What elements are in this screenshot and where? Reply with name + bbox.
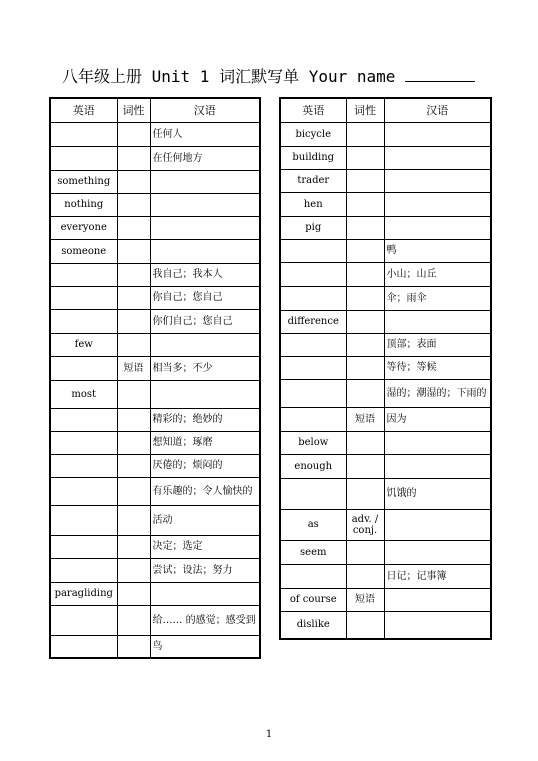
title-text: 八年级上册 Unit 1 词汇默写单 Your name <box>62 67 406 86</box>
pos-cell[interactable]: 短语 <box>346 588 384 611</box>
pos-cell[interactable] <box>346 239 384 262</box>
chinese-cell[interactable]: 决定；选定 <box>150 535 260 558</box>
left-table-row <box>50 505 260 535</box>
right-table-row <box>280 169 491 192</box>
chinese-cell[interactable]: 你们自己；您自己 <box>150 309 260 333</box>
pos-cell[interactable] <box>346 333 384 356</box>
right-table-row <box>280 333 491 356</box>
left-table-row <box>50 431 260 454</box>
pos-cell[interactable] <box>346 192 384 216</box>
english-cell[interactable] <box>280 478 346 509</box>
english-cell[interactable]: below <box>280 431 346 454</box>
left-table-row <box>50 582 260 605</box>
left-table-row <box>50 216 260 239</box>
pos-cell[interactable] <box>346 611 384 639</box>
english-cell[interactable]: something <box>50 170 117 193</box>
right-table-row <box>280 356 491 379</box>
left-table-body <box>50 122 260 658</box>
left-table-row <box>50 170 260 193</box>
english-cell[interactable] <box>50 505 117 535</box>
page-number: 1 <box>265 729 273 740</box>
chinese-cell[interactable] <box>384 310 491 333</box>
pos-cell[interactable] <box>117 454 150 477</box>
english-cell[interactable] <box>50 146 117 170</box>
right-table-body <box>280 122 491 639</box>
pos-cell[interactable] <box>117 122 150 146</box>
chinese-cell[interactable] <box>384 192 491 216</box>
english-cell[interactable] <box>50 356 117 380</box>
english-cell[interactable]: pig <box>280 216 346 239</box>
pos-cell[interactable]: 短语 <box>346 407 384 431</box>
english-cell[interactable] <box>50 605 117 635</box>
english-cell[interactable]: dislike <box>280 611 346 639</box>
pos-cell[interactable] <box>117 558 150 582</box>
english-cell[interactable]: paragliding <box>50 582 117 605</box>
english-cell[interactable] <box>280 262 346 286</box>
header-chinese: 汉语 <box>150 98 260 122</box>
english-cell[interactable] <box>50 454 117 477</box>
chinese-cell[interactable]: 鸭 <box>384 239 491 262</box>
english-cell[interactable] <box>50 477 117 505</box>
header-pos: 词性 <box>117 98 150 122</box>
chinese-cell[interactable]: 厌倦的；烦闷的 <box>150 454 260 477</box>
english-cell[interactable] <box>280 407 346 431</box>
english-cell[interactable] <box>280 564 346 588</box>
chinese-cell[interactable]: 顶部；表面 <box>384 333 491 356</box>
chinese-cell[interactable]: 尝试；设法；努力 <box>150 558 260 582</box>
pos-cell[interactable] <box>117 170 150 193</box>
left-table-row <box>50 558 260 582</box>
chinese-cell[interactable] <box>384 454 491 478</box>
left-table-row <box>50 286 260 309</box>
english-cell[interactable] <box>50 263 117 286</box>
pos-cell[interactable] <box>346 431 384 454</box>
right-table-row <box>280 454 491 478</box>
english-cell[interactable] <box>280 286 346 310</box>
english-cell[interactable]: everyone <box>50 216 117 239</box>
left-table-row <box>50 193 260 216</box>
english-cell[interactable] <box>280 239 346 262</box>
right-header-row <box>280 98 491 122</box>
chinese-cell[interactable] <box>150 333 260 356</box>
english-cell[interactable] <box>50 635 117 658</box>
left-table-row <box>50 535 260 558</box>
pos-cell[interactable] <box>117 309 150 333</box>
right-table-row <box>280 239 491 262</box>
chinese-cell[interactable] <box>384 540 491 564</box>
chinese-cell[interactable]: 伞；雨伞 <box>384 286 491 310</box>
left-vocab-table <box>49 97 261 659</box>
pos-cell[interactable] <box>117 635 150 658</box>
pos-cell[interactable] <box>117 505 150 535</box>
english-cell[interactable]: as <box>280 509 346 540</box>
right-table-row <box>280 431 491 454</box>
pos-cell[interactable] <box>117 535 150 558</box>
chinese-cell[interactable]: 饥饿的 <box>384 478 491 509</box>
pos-cell[interactable] <box>117 605 150 635</box>
pos-cell[interactable] <box>346 356 384 379</box>
pos-cell[interactable] <box>346 169 384 192</box>
pos-cell[interactable] <box>117 333 150 356</box>
header-chinese: 汉语 <box>384 98 491 122</box>
chinese-cell[interactable]: 等待；等候 <box>384 356 491 379</box>
chinese-cell[interactable]: 相当多；不少 <box>150 356 260 380</box>
chinese-cell[interactable]: 活动 <box>150 505 260 535</box>
right-vocab-table <box>279 97 492 640</box>
chinese-cell[interactable]: 任何人 <box>150 122 260 146</box>
chinese-cell[interactable] <box>150 380 260 408</box>
pos-cell[interactable] <box>346 286 384 310</box>
english-cell[interactable]: difference <box>280 310 346 333</box>
chinese-cell[interactable]: 日记；记事簿 <box>384 564 491 588</box>
english-cell[interactable]: of course <box>280 588 346 611</box>
right-table-row <box>280 122 491 146</box>
chinese-cell[interactable]: 有乐趣的；令人愉快的 <box>150 477 260 505</box>
pos-cell[interactable] <box>117 582 150 605</box>
header-english: 英语 <box>50 98 117 122</box>
english-cell[interactable] <box>50 122 117 146</box>
chinese-cell[interactable]: 湿的；潮湿的；下雨的 <box>384 379 491 407</box>
right-table-row <box>280 310 491 333</box>
left-table-row <box>50 122 260 146</box>
pos-cell[interactable] <box>346 310 384 333</box>
chinese-cell[interactable]: 因为 <box>384 407 491 431</box>
english-cell[interactable]: seem <box>280 540 346 564</box>
chinese-cell[interactable] <box>384 216 491 239</box>
right-table-row <box>280 192 491 216</box>
pos-cell[interactable] <box>117 408 150 431</box>
pos-cell[interactable]: 短语 <box>117 356 150 380</box>
pos-cell[interactable] <box>117 216 150 239</box>
chinese-cell[interactable] <box>150 216 260 239</box>
english-cell[interactable]: nothing <box>50 193 117 216</box>
right-table-row <box>280 611 491 639</box>
left-table-row <box>50 408 260 431</box>
pos-cell[interactable] <box>346 262 384 286</box>
pos-cell[interactable] <box>117 239 150 263</box>
chinese-cell[interactable]: 在任何地方 <box>150 146 260 170</box>
english-cell[interactable]: trader <box>280 169 346 192</box>
right-table-row <box>280 286 491 310</box>
english-cell[interactable]: enough <box>280 454 346 478</box>
english-cell[interactable] <box>280 356 346 379</box>
chinese-cell[interactable] <box>384 146 491 169</box>
right-table-row <box>280 146 491 169</box>
chinese-cell[interactable]: 精彩的；绝妙的 <box>150 408 260 431</box>
left-table-row <box>50 380 260 408</box>
chinese-cell[interactable] <box>384 509 491 540</box>
pos-cell[interactable] <box>346 564 384 588</box>
left-table-row <box>50 635 260 658</box>
chinese-cell[interactable] <box>150 170 260 193</box>
pos-cell[interactable] <box>346 454 384 478</box>
left-table-row <box>50 263 260 286</box>
english-cell[interactable] <box>50 431 117 454</box>
chinese-cell[interactable]: 你自己；您自己 <box>150 286 260 309</box>
chinese-cell[interactable] <box>384 611 491 639</box>
english-cell[interactable]: most <box>50 380 117 408</box>
english-cell[interactable] <box>50 408 117 431</box>
english-cell[interactable]: few <box>50 333 117 356</box>
pos-cell[interactable]: adv. / conj. <box>346 509 384 540</box>
english-cell[interactable]: building <box>280 146 346 169</box>
right-table-row <box>280 262 491 286</box>
chinese-cell[interactable]: 想知道；琢磨 <box>150 431 260 454</box>
name-blank[interactable] <box>405 66 475 82</box>
right-table-row <box>280 564 491 588</box>
chinese-cell[interactable] <box>150 239 260 263</box>
header-english: 英语 <box>280 98 346 122</box>
chinese-cell[interactable] <box>384 169 491 192</box>
english-cell[interactable] <box>50 535 117 558</box>
pos-cell[interactable] <box>117 146 150 170</box>
right-table-row <box>280 588 491 611</box>
chinese-cell[interactable]: 我自己；我本人 <box>150 263 260 286</box>
english-cell[interactable] <box>50 286 117 309</box>
english-cell[interactable]: hen <box>280 192 346 216</box>
page-title <box>62 64 492 87</box>
chinese-cell[interactable] <box>384 431 491 454</box>
pos-cell[interactable] <box>346 146 384 169</box>
chinese-cell[interactable] <box>150 582 260 605</box>
right-table-row <box>280 509 491 540</box>
left-table-row <box>50 356 260 380</box>
pos-cell[interactable] <box>117 380 150 408</box>
header-pos: 词性 <box>346 98 384 122</box>
left-table-row <box>50 333 260 356</box>
left-header-row <box>50 98 260 122</box>
english-cell[interactable] <box>280 379 346 407</box>
pos-cell[interactable] <box>117 286 150 309</box>
right-table-row <box>280 379 491 407</box>
left-table-row <box>50 605 260 635</box>
right-table-row <box>280 540 491 564</box>
right-table-row <box>280 216 491 239</box>
chinese-cell[interactable] <box>384 122 491 146</box>
left-table-row <box>50 477 260 505</box>
left-table-row <box>50 309 260 333</box>
right-table-row <box>280 407 491 431</box>
english-cell[interactable]: someone <box>50 239 117 263</box>
left-table-row <box>50 454 260 477</box>
english-cell[interactable] <box>50 558 117 582</box>
right-table-row <box>280 478 491 509</box>
chinese-cell[interactable]: 鸟 <box>150 635 260 658</box>
pos-cell[interactable] <box>346 122 384 146</box>
pos-cell[interactable] <box>346 379 384 407</box>
pos-cell[interactable] <box>117 477 150 505</box>
pos-cell[interactable] <box>346 540 384 564</box>
pos-cell[interactable] <box>117 263 150 286</box>
chinese-cell[interactable] <box>150 193 260 216</box>
pos-cell[interactable] <box>117 431 150 454</box>
english-cell[interactable] <box>50 309 117 333</box>
chinese-cell[interactable]: 小山；山丘 <box>384 262 491 286</box>
pos-cell[interactable] <box>346 216 384 239</box>
pos-cell[interactable] <box>346 478 384 509</box>
chinese-cell[interactable] <box>384 588 491 611</box>
pos-cell[interactable] <box>117 193 150 216</box>
english-cell[interactable] <box>280 333 346 356</box>
chinese-cell[interactable]: 给…… 的感觉；感受到 <box>150 605 260 635</box>
left-table-row <box>50 146 260 170</box>
english-cell[interactable]: bicycle <box>280 122 346 146</box>
left-table-row <box>50 239 260 263</box>
